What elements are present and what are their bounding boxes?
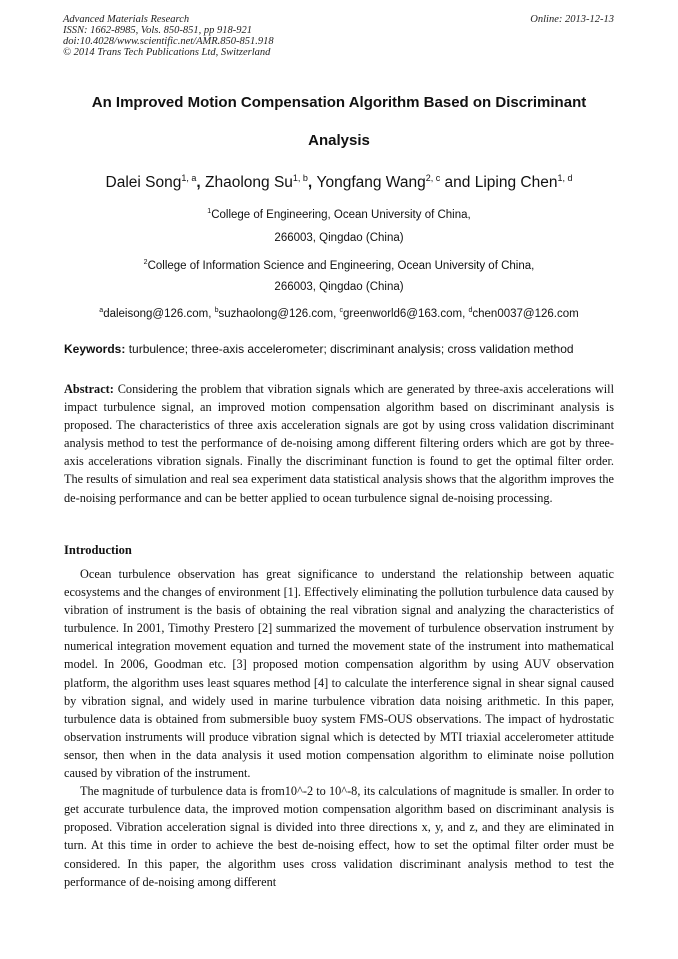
email-list: $^a$daleisong@126.com, $^b$suzhaolong@126.com, $^c$greenworld6@163.com, $^d$chen0037@126.com (99, 307, 579, 320)
email-a[interactable]: $^a$daleisong@126.com (99, 307, 209, 320)
author-list (20, 168, 658, 193)
journal-name: Advanced Materials Research (63, 14, 190, 25)
email-d[interactable]: $^d$chen0037@126.com (468, 307, 579, 320)
abstract (64, 380, 614, 507)
author-3 (317, 174, 475, 191)
email-b[interactable]: $^b$suzhaolong@126.com (214, 307, 334, 320)
author-name: Liping Chen (474, 174, 558, 192)
paragraph: The magnitude of turbulence data is from10^-2 to 10^-8, its calculations of magnitude is smaller. In order to get accurate turbulence data, the improved motion compensation algorithm based on discriminant analysis is proposed. Vibration acceleration signal is divided into three directions x, y, and z, and they are eliminated in turn. At this time in order to achieve the best de-noising effect, how to set the optimal filter order must be considered. In this paper, the algorithm uses cross validation discriminant analysis method to test the performance of de-noising among different (64, 784, 614, 889)
author-sup: 1, b (292, 173, 308, 183)
title-line-1: An Improved Motion Compensation Algorithm Based on Discriminant (91, 94, 587, 111)
keywords (64, 342, 618, 356)
paper-title (30, 84, 648, 160)
affiliation-2-line-2: 266003, Qingdao (China) (274, 281, 404, 293)
abstract-label: Abstract: (64, 382, 114, 396)
affiliation-sup: 2 (143, 259, 148, 266)
email-c[interactable]: $^c$greenworld6@163.com (339, 307, 463, 320)
author-1 (106, 174, 205, 191)
author-name: Zhaolong Su (205, 174, 293, 192)
section-heading-introduction: Introduction (64, 543, 132, 557)
title-line-2: Analysis (308, 132, 370, 149)
author-2 (205, 174, 317, 191)
author-4 (475, 174, 573, 191)
author-name: Dalei Song (105, 174, 182, 192)
doi-line[interactable]: doi:10.4028/www.scientific.net/AMR.850-851.918 (63, 36, 274, 47)
author-sup: 2, c (425, 173, 441, 183)
abstract-text: Considering the problem that vibration signals which are generated by three-axis accelerations will impact turbulence signal, an improved motion compensation algorithm based on discriminant analysis is proposed. The characteristics of three axis acceleration signals are got by using cross validation discriminant analysis method to test the performance of de-noising among different filtering orders which are got by three-axis accelerations vibration signals. Finally the discriminant function is found to get the optimal filter order. The results of simulation and real sea experiment data statistical analysis shows that the algorithm improves the de-noising performance and can be better applied to ocean turbulence signal de-noising processing. (64, 382, 614, 505)
online-date: Online: 2013-12-13 (530, 14, 614, 25)
author-name: Yongfang Wang (316, 174, 426, 192)
author-separator: and (440, 174, 475, 192)
author-separator: , (307, 174, 317, 192)
paragraph: Ocean turbulence observation has great significance to understand the relationship between aquatic ecosystems and the changes of environment [1]. Effectively eliminating the pollution turbulence data caused by vibration of instrument is the basis of obtaining the real vibration signal and analyzing the characteristics of turbulence. In 2001, Timothy Prestero [2] summarized the movement of turbulence observation instrument by numerical integration movement equation and turned the movement state of the instrument into mathematical model. In 2006, Goodman etc. [3] proposed motion compensation algorithm by using AUV observation platform, the algorithm uses least squares method [4] to calculate the interference signal in shear signal caused by vibration signal, and widely used in marine turbulence vibration data noising arithmetic. In this paper, turbulence data is obtained from submersible buoy system FMS-OUS observations. The impact of hydrostatic observation instruments will produce vibration signal which is detected by MTI triaxial accelerometer attitude sensor, then when in the data analysis it used motion compensation algorithm to eliminate noise pollution caused by vibration of the instrument. (64, 567, 614, 781)
affiliation-sup: 1 (207, 208, 212, 215)
journal-header (63, 14, 614, 58)
author-sup: 1, d (557, 173, 573, 183)
introduction-body (64, 565, 614, 891)
author-sup: 1, a (181, 173, 197, 183)
copyright-line: © 2014 Trans Tech Publications Ltd, Switzerland (63, 47, 271, 58)
affiliation-1-line-2: 266003, Qingdao (China) (274, 232, 404, 244)
author-separator: , (196, 174, 205, 192)
issn-line: ISSN: 1662-8985, Vols. 850-851, pp 918-921 (63, 25, 252, 36)
affiliation-1-line-1: $^1$College of Engineering, Ocean University of China, (207, 208, 471, 221)
affiliation-2-line-1: $^2$College of Information Science and Engineering, Ocean University of China, (143, 259, 535, 272)
keywords-text: turbulence; three-axis accelerometer; discriminant analysis; cross validation method (125, 342, 574, 356)
keywords-label: Keywords: (64, 342, 126, 356)
